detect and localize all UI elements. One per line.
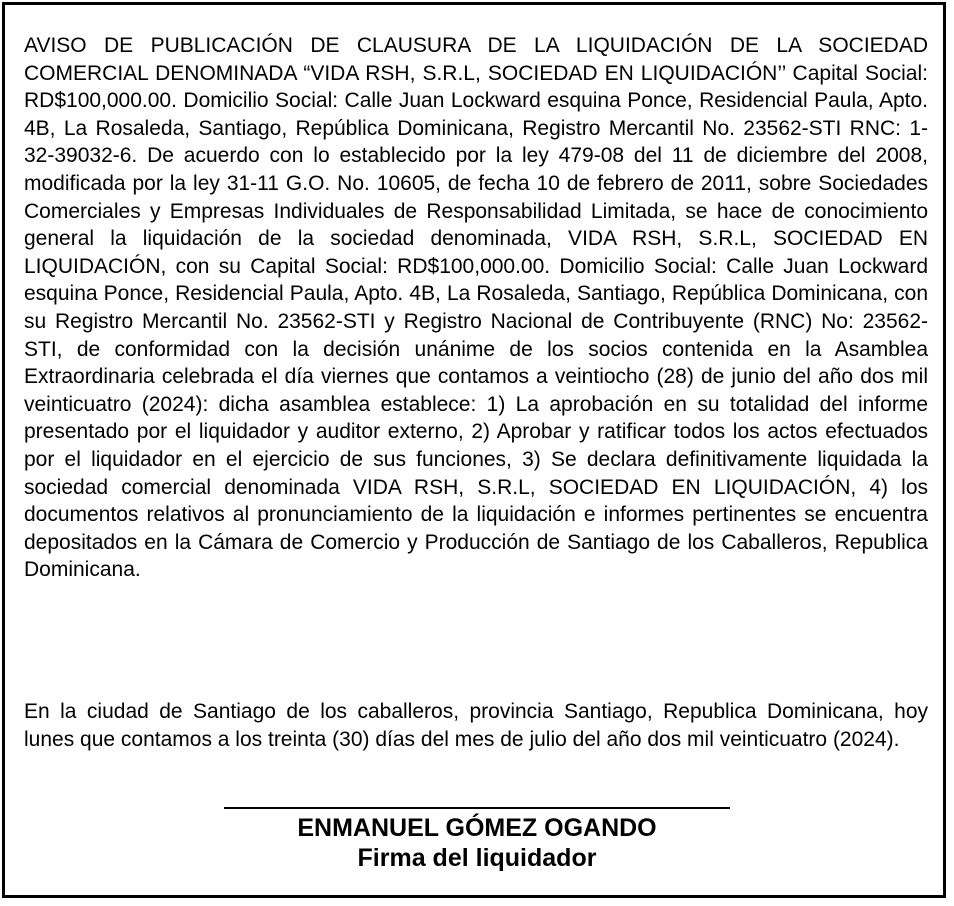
signature-line — [224, 807, 730, 809]
notice-closing: En la ciudad de Santiago de los caballeros, provincia Santiago, Republica Dominicana, hoy lunes que contamos a los treinta (30) días del mes de julio del año dos mil veinticuatro (2024). — [24, 700, 928, 751]
legal-notice-box — [2, 2, 946, 898]
signer-role: Firma del liquidador — [357, 844, 597, 872]
notice-body: AVISO DE PUBLICACIÓN DE CLAUSURA DE LA LIQUIDACIÓN DE LA SOCIEDAD COMERCIAL DENOMINADA “VIDA RSH, S.R.L, SOCIEDAD EN LIQUIDACIÓN’’ Capital Social: RD$100,000.00. Domicilio Social: Calle Juan Lockward esquina Ponce, Residencial Paula, Apto. 4B, La Rosaleda, Santiago, República Dominicana, Registro Mercantil No. 23562-STI RNC: 1-32-39032-6. De acuerdo con lo establecido por la ley 479-08 del 11 de diciembre del 2008, modificada por la ley 31-11 G.O. No. 10605, de fecha 10 de febrero de 2011, sobre Sociedades Comerciales y Empresas Individuales de Responsabilidad Limitada, se hace de conocimiento general la liquidación de la sociedad denominada, VIDA RSH, S.R.L, SOCIEDAD EN LIQUIDACIÓN, con su Capital Social: RD$100,000.00. Domicilio Social: Calle Juan Lockward esquina Ponce, Residencial Paula, Apto. 4B, La Rosaleda, Santiago, República Dominicana, con su Registro Mercantil No. 23562-STI y Registro Nacional de Contribuyente (RNC) No: 23562-STI, de conformidad con la decisión unánime de los socios contenida en la Asamblea Extraordinaria celebrada el día viernes que contamos a veintiocho (28) de junio del año dos mil veinticuatro (2024): dicha asamblea establece: 1) La aprobación en su totalidad del informe presentado por el liquidador y auditor externo, 2) Aprobar y ratificar todos los actos efectuados por el liquidador en el ejercicio de sus funciones, 3) Se declara definitivamente liquidada la sociedad comercial denominada VIDA RSH, S.R.L, SOCIEDAD EN LIQUIDACIÓN, 4) los documentos relativos al pronunciamiento de la liquidación e informes pertinentes se encuentra depositados en la Cámara de Comercio y Producción de Santiago de los Caballeros, Republica Dominicana. — [24, 34, 928, 582]
signer-name: ENMANUEL GÓMEZ OGANDO — [297, 814, 657, 842]
